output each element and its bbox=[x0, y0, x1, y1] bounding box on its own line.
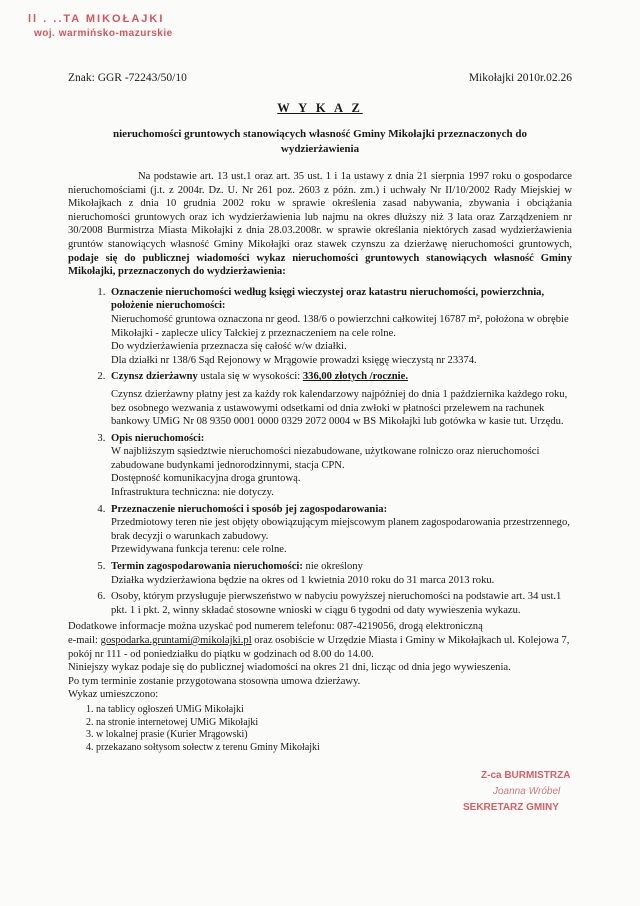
item-line: W najbliższym sąsiedztwie nieruchomości niezabudowane, użytkowane rolniczo oraz nieruchomości zabudowane budynkami jednorodzinnymi, stacja CPN. bbox=[111, 446, 540, 471]
item-line: Czynsz dzierżawny płatny jest za każdy rok kalendarzowy najpóźniej do dnia 1 października każdego roku, bez osobnego wezwania z ustawowymi odsetkami od dnia zwłoki w płatności przelewem na rachunek bankowy UMiG Nr 08 9350 0001 0000 0329 2072 0004 w BS Mikołajki lub gotówka w kasie tut. Urzędu. bbox=[111, 388, 568, 428]
signature-stamp bbox=[463, 768, 578, 816]
list-item: 4. przekazano sołtysom sołectw z terenu Gminy Mikołajki bbox=[96, 742, 572, 755]
item-line: Infrastruktura techniczna: nie dotyczy. bbox=[111, 487, 274, 499]
item-line: Do wydzierżawienia przeznacza się całość w/w działki. bbox=[111, 341, 347, 353]
item-title-rest: nie określony bbox=[302, 561, 363, 573]
intro-text: Na podstawie art. 13 ust.1 oraz art. 35 ust. 1 i 1a ustawy z dnia 21 sierpnia 1997 roku o gospodarce nieruchomościami (j.t. z 2004r. Dz. U. Nr 261 poz. 2603 z późn. zm.) i uchwały Nr II/10/2002 Rady Miejskiej w Mikołajkach z dnia 10 grudnia 2002 roku w sprawie określenia zasad nabywania, zbywania i obciążania nieruchomości gruntowych oraz ich wydzierżawienia lub najmu na okres dłuższy niż 3 lata oraz Zarządzeniem nr 30/2008 Burmistrza Miasta Mikołajki z dnia 28.03.2008r. w sprawie określania niektórych zasad wydzierżawienia gruntów stanowiących własność Gminy Mikołajki oraz stawek czynszu za dzierżawę nieruchomości gruntowych, bbox=[68, 171, 572, 250]
placed-list bbox=[68, 704, 572, 754]
list-item bbox=[108, 503, 572, 557]
signature-line-3: SEKRETARZ GMINY bbox=[463, 802, 559, 813]
email-prefix: e-mail: bbox=[68, 635, 101, 646]
list-item: 1. na tablicy ogłoszeń UMiG Mikołajki bbox=[96, 704, 572, 717]
placed-heading: Wykaz umieszczono: bbox=[68, 689, 159, 701]
document-body bbox=[68, 170, 572, 754]
contact-info bbox=[68, 634, 572, 661]
after-term-notice: Po tym terminie zostanie przygotowana stosowna umowa dzierżawy. bbox=[68, 675, 361, 687]
item-title-rest: ustala się w wysokości: bbox=[197, 371, 303, 383]
item-line: Dostępność komunikacyjna droga gruntową. bbox=[111, 473, 301, 485]
item-title: Czynsz dzierżawny bbox=[111, 371, 198, 383]
reference-number: Znak: GGR -72243/50/10 bbox=[68, 72, 187, 84]
item-title: Opis nieruchomości: bbox=[111, 432, 205, 444]
item-line: Nieruchomość gruntowa oznaczona nr geod. 138/6 o powierzchni całkowitej 16787 m², położona w obrębie Mikołajki - zaplecze ulicy Tałckiej z przeznaczeniem na cele rolne. bbox=[111, 313, 569, 339]
item-line: Osoby, którym przysługuje pierwszeństwo w nabyciu powyższej nieruchomości na podstawie art. 34 ust.1 pkt. 1 i pkt. 2, winny składać stosowne wnioski w ciągu 6 tygodni od daty wywieszenia wykazu. bbox=[111, 591, 562, 616]
items-list bbox=[68, 286, 572, 618]
signature-line-1: Z-ca BURMISTRZA bbox=[481, 770, 571, 781]
list-item: 2. na stronie internetowej UMiG Mikołajki bbox=[96, 717, 572, 730]
rent-amount: 336,00 złotych /rocznie. bbox=[302, 371, 408, 383]
stamp-line-2: woj. warmińsko-mazurskie bbox=[34, 27, 173, 39]
item-title: Oznaczenie nieruchomości według księgi wieczystej oraz katastru nieruchomości, powierzchnia, położenie nieruchomości: bbox=[111, 286, 545, 312]
list-item: 3. w lokalnej prasie (Kurier Mrągowski) bbox=[96, 729, 572, 742]
intro-bold: podaje się do publicznej wiadomości wykaz nieruchomości gruntowych stanowiących własność Gminy Mikołajki, przeznaczonych do wydzierżawienia: bbox=[68, 252, 572, 278]
signature-name: Joanna Wróbel bbox=[493, 786, 561, 797]
official-stamp bbox=[28, 12, 173, 40]
item-line: Przedmiotowy teren nie jest objęty obowiązującym miejscowym planem zagospodarowania przestrzennego, brak decyzji o warunkach zabudowy. bbox=[111, 517, 570, 542]
list-item bbox=[108, 286, 572, 368]
document-subtitle: nieruchomości gruntowych stanowiących własność Gminy Mikołajki przeznaczonych do wydzierżawienia bbox=[112, 128, 528, 155]
item-title: Przeznaczenie nieruchomości i sposób jej zagospodarowania: bbox=[111, 503, 388, 515]
list-item bbox=[108, 432, 572, 500]
additional-line-1: Dodatkowe informacje można uzyskać pod numerem telefonu: 087-4219056, drogą elektroniczną bbox=[68, 621, 483, 633]
document-title: W Y K A Z bbox=[277, 101, 363, 115]
place-and-date: Mikołajki 2010r.02.26 bbox=[468, 72, 572, 84]
intro-paragraph bbox=[68, 170, 572, 279]
list-item bbox=[108, 370, 572, 428]
item-line: Dla działki nr 138/6 Sąd Rejonowy w Mrągowie prowadzi księgę wieczystą nr 23374. bbox=[111, 354, 477, 366]
list-item bbox=[108, 560, 572, 587]
email-link[interactable]: gospodarka.gruntami@mikolajki.pl bbox=[100, 635, 252, 646]
list-item bbox=[108, 590, 572, 617]
contact-rest: oraz osobiście w Urzędzie Miasta i Gminy w Mikołajkach ul. Kolejowa 7, pokój nr 111 - od poniedziałku do piątku w godzinach od 8.00 do 14.00. bbox=[68, 635, 570, 660]
additional-info bbox=[68, 620, 572, 634]
item-line: Działka wydzierżawiona będzie na okres od 1 kwietnia 2010 roku do 31 marca 2013 roku. bbox=[111, 574, 495, 586]
item-line: Przewidywana funkcja terenu: cele rolne. bbox=[111, 544, 287, 556]
item-title: Termin zagospodarowania nieruchomości: bbox=[111, 561, 303, 573]
stamp-line-1: ll . ..TA MIKOŁAJKI bbox=[28, 13, 165, 25]
publication-notice: Niniejszy wykaz podaje się do publicznej wiadomości na okres 21 dni, licząc od dnia jego wywieszenia. bbox=[68, 662, 511, 674]
